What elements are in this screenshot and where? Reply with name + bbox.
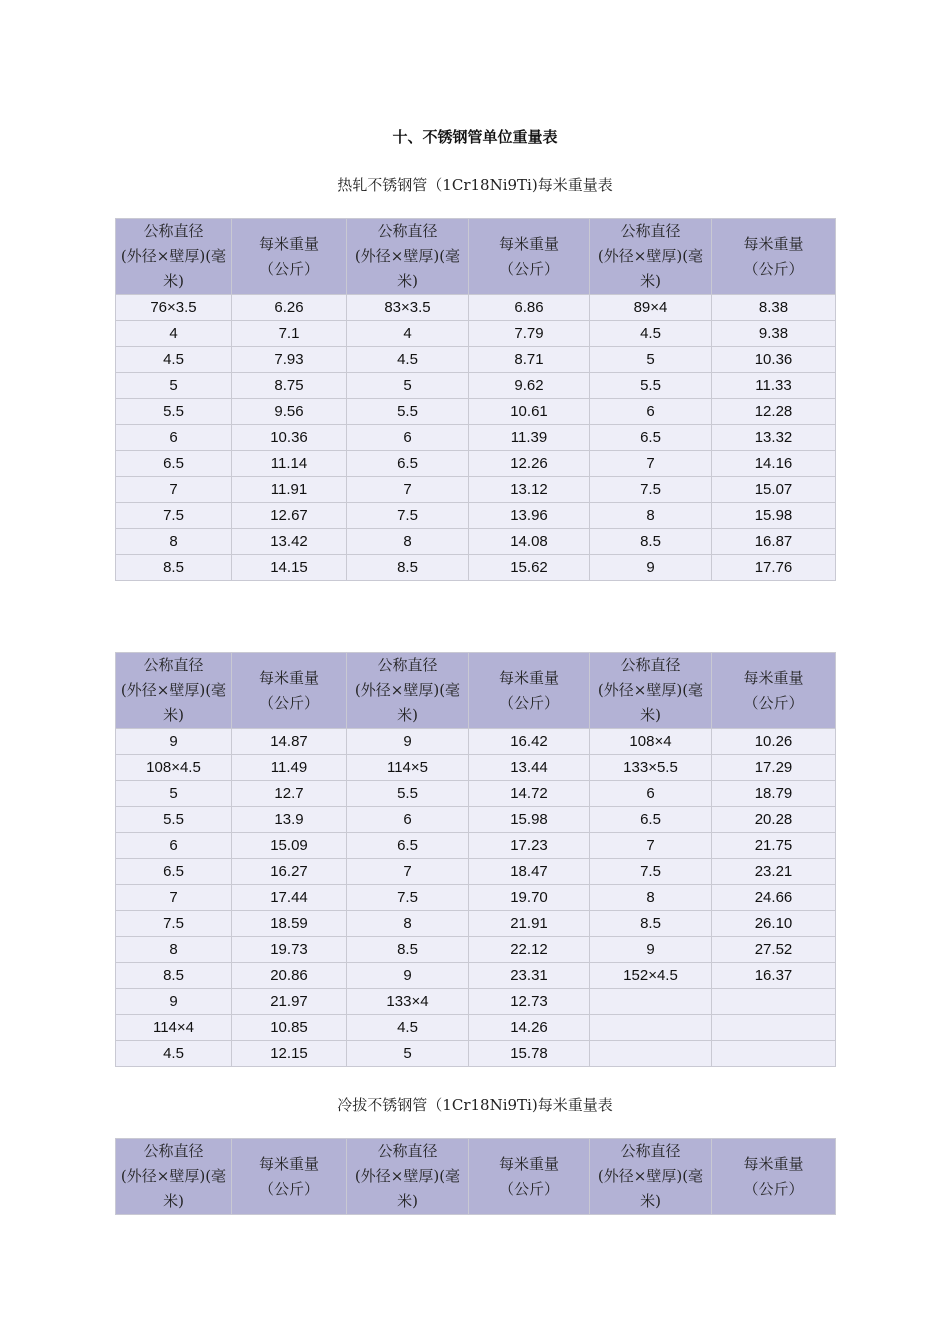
- cell-weight: 10.26: [712, 729, 836, 755]
- cell-weight: 17.76: [712, 555, 836, 581]
- header-text: 米): [163, 272, 184, 290]
- header-weight-per-meter: [232, 1139, 347, 1215]
- cell-weight: 13.44: [469, 755, 590, 781]
- table-row: [116, 503, 836, 529]
- cell-diameter: 9: [347, 963, 469, 989]
- header-text: 米): [397, 706, 418, 724]
- cell-weight: 12.67: [232, 503, 347, 529]
- cell-diameter: 9: [347, 729, 469, 755]
- cell-diameter: 83×3.5: [347, 295, 469, 321]
- cell-weight: 13.32: [712, 425, 836, 451]
- header-text: 公称直径: [620, 222, 681, 240]
- header-nominal-diameter: [116, 219, 232, 295]
- header-nominal-diameter: [590, 653, 712, 729]
- header-text: （公斤）: [498, 259, 559, 278]
- cell-diameter: 133×5.5: [590, 755, 712, 781]
- cell-weight: 16.87: [712, 529, 836, 555]
- header-nominal-diameter: [590, 1139, 712, 1215]
- header-nominal-diameter: [347, 1139, 469, 1215]
- page-title: 十、不锈钢管单位重量表: [392, 129, 558, 146]
- header-nominal-diameter: [590, 219, 712, 295]
- table-header-row: [116, 1139, 836, 1215]
- cell-diameter: 7.5: [590, 477, 712, 503]
- cell-weight: 11.33: [712, 373, 836, 399]
- cell-diameter: 8.5: [590, 911, 712, 937]
- cell-weight: 8.71: [469, 347, 590, 373]
- cell-diameter: 5.5: [347, 399, 469, 425]
- cell-weight: [712, 989, 836, 1015]
- table-row: [116, 729, 836, 755]
- header-text: （公斤）: [498, 693, 559, 712]
- cell-diameter: 108×4: [590, 729, 712, 755]
- table-row: [116, 989, 836, 1015]
- cell-weight: 24.66: [712, 885, 836, 911]
- table-row: [116, 295, 836, 321]
- cell-diameter: 7.5: [347, 503, 469, 529]
- cell-weight: 15.98: [469, 807, 590, 833]
- cell-diameter: 6.5: [347, 833, 469, 859]
- header-text: （公斤）: [258, 693, 319, 712]
- cell-weight: 12.15: [232, 1041, 347, 1067]
- cell-weight: 27.52: [712, 937, 836, 963]
- cell-weight: 10.85: [232, 1015, 347, 1041]
- cell-weight: 21.91: [469, 911, 590, 937]
- cell-diameter: 133×4: [347, 989, 469, 1015]
- weight-table-hot-rolled-part1: [115, 218, 836, 581]
- cell-diameter: 8.5: [347, 937, 469, 963]
- header-text: 每米重量: [743, 668, 804, 687]
- cell-diameter: 7.5: [590, 859, 712, 885]
- cell-weight: 12.26: [469, 451, 590, 477]
- cell-weight: 12.28: [712, 399, 836, 425]
- cell-weight: 21.75: [712, 833, 836, 859]
- table-row: [116, 807, 836, 833]
- cell-weight: 15.98: [712, 503, 836, 529]
- header-text: 每米重量: [498, 234, 559, 253]
- cell-diameter: 5.5: [347, 781, 469, 807]
- cell-diameter: 5: [116, 373, 232, 399]
- table-row: [116, 885, 836, 911]
- cell-diameter: 5: [116, 781, 232, 807]
- table-row: [116, 555, 836, 581]
- cell-diameter: 5: [347, 1041, 469, 1067]
- cell-diameter: 8.5: [590, 529, 712, 555]
- table-row: [116, 859, 836, 885]
- cell-diameter: 6: [116, 425, 232, 451]
- cell-weight: 15.09: [232, 833, 347, 859]
- cell-weight: 10.36: [232, 425, 347, 451]
- cell-weight: 14.87: [232, 729, 347, 755]
- table-row: [116, 1041, 836, 1067]
- cell-diameter: 8.5: [116, 555, 232, 581]
- cell-diameter: 5: [590, 347, 712, 373]
- cell-weight: 11.14: [232, 451, 347, 477]
- cell-weight: [712, 1015, 836, 1041]
- cell-diameter: 9: [116, 729, 232, 755]
- cell-diameter: 6.5: [116, 859, 232, 885]
- header-text: 米): [163, 706, 184, 724]
- cell-diameter: 8: [116, 529, 232, 555]
- cell-weight: 18.47: [469, 859, 590, 885]
- cell-diameter: 5.5: [116, 399, 232, 425]
- cell-weight: 7.79: [469, 321, 590, 347]
- cell-diameter: 4: [347, 321, 469, 347]
- cell-weight: 16.27: [232, 859, 347, 885]
- table-row: [116, 833, 836, 859]
- table-row: [116, 451, 836, 477]
- cell-weight: 14.16: [712, 451, 836, 477]
- table-row: [116, 373, 836, 399]
- cell-weight: 18.59: [232, 911, 347, 937]
- table-row: [116, 347, 836, 373]
- cell-diameter: 152×4.5: [590, 963, 712, 989]
- header-text: 每米重量: [258, 1154, 319, 1173]
- header-text: 每米重量: [498, 668, 559, 687]
- header-weight-per-meter: [712, 653, 836, 729]
- cell-weight: 6.86: [469, 295, 590, 321]
- cell-diameter: [590, 1041, 712, 1067]
- cell-diameter: 9: [590, 937, 712, 963]
- header-text: (外径×壁厚)(毫: [597, 247, 704, 265]
- cell-diameter: 6.5: [347, 451, 469, 477]
- header-weight-per-meter: [712, 219, 836, 295]
- cell-diameter: 4.5: [347, 347, 469, 373]
- header-text: 每米重量: [743, 234, 804, 253]
- cell-diameter: 4: [116, 321, 232, 347]
- cell-diameter: 7.5: [347, 885, 469, 911]
- cell-weight: 14.15: [232, 555, 347, 581]
- header-text: 米): [397, 1192, 418, 1210]
- cell-diameter: 8.5: [347, 555, 469, 581]
- header-text: 每米重量: [743, 1154, 804, 1173]
- cell-weight: 9.56: [232, 399, 347, 425]
- cell-diameter: 8: [347, 529, 469, 555]
- cell-weight: 13.12: [469, 477, 590, 503]
- cell-diameter: 114×4: [116, 1015, 232, 1041]
- cell-weight: 9.38: [712, 321, 836, 347]
- cell-weight: 7.1: [232, 321, 347, 347]
- section-heading-cold-drawn: 冷拔不锈钢管（1Cr18Ni9Ti)每米重量表: [337, 1096, 613, 1114]
- cell-diameter: 89×4: [590, 295, 712, 321]
- cell-weight: 14.26: [469, 1015, 590, 1041]
- cell-weight: 11.91: [232, 477, 347, 503]
- header-text: 米): [397, 272, 418, 290]
- cell-weight: 26.10: [712, 911, 836, 937]
- cell-diameter: 9: [116, 989, 232, 1015]
- cell-weight: 17.29: [712, 755, 836, 781]
- header-text: （公斤）: [743, 1179, 804, 1198]
- header-text: (外径×壁厚)(毫: [120, 247, 227, 265]
- header-text: (外径×壁厚)(毫: [597, 681, 704, 699]
- cell-weight: 12.7: [232, 781, 347, 807]
- cell-weight: 18.79: [712, 781, 836, 807]
- cell-weight: 14.08: [469, 529, 590, 555]
- weight-table-hot-rolled-part2: [115, 652, 836, 1067]
- cell-weight: 9.62: [469, 373, 590, 399]
- cell-weight: 10.36: [712, 347, 836, 373]
- cell-diameter: 4.5: [347, 1015, 469, 1041]
- header-text: 每米重量: [498, 1154, 559, 1173]
- header-nominal-diameter: [116, 1139, 232, 1215]
- cell-diameter: 7: [347, 859, 469, 885]
- table-row: [116, 781, 836, 807]
- header-text: 公称直径: [377, 222, 438, 240]
- cell-diameter: 114×5: [347, 755, 469, 781]
- header-text: （公斤）: [743, 693, 804, 712]
- cell-weight: 13.96: [469, 503, 590, 529]
- cell-weight: 20.86: [232, 963, 347, 989]
- table-row: [116, 399, 836, 425]
- cell-weight: 15.78: [469, 1041, 590, 1067]
- cell-diameter: 8.5: [116, 963, 232, 989]
- header-text: (外径×壁厚)(毫: [354, 247, 461, 265]
- cell-weight: 17.44: [232, 885, 347, 911]
- table-row: [116, 755, 836, 781]
- cell-diameter: 7.5: [116, 911, 232, 937]
- cell-weight: 22.12: [469, 937, 590, 963]
- weight-table-cold-drawn: [115, 1138, 836, 1215]
- cell-weight: 23.21: [712, 859, 836, 885]
- header-text: 每米重量: [258, 234, 319, 253]
- header-nominal-diameter: [347, 219, 469, 295]
- table-row: [116, 321, 836, 347]
- section-heading-hot-rolled: 热轧不锈钢管（1Cr18Ni9Ti)每米重量表: [337, 176, 613, 194]
- table-row: [116, 1015, 836, 1041]
- cell-diameter: 6: [590, 399, 712, 425]
- cell-diameter: 7: [590, 833, 712, 859]
- cell-weight: 11.49: [232, 755, 347, 781]
- cell-diameter: 4.5: [116, 347, 232, 373]
- cell-diameter: 6: [347, 807, 469, 833]
- cell-weight: 8.38: [712, 295, 836, 321]
- cell-diameter: [590, 1015, 712, 1041]
- cell-weight: 11.39: [469, 425, 590, 451]
- cell-diameter: 7: [116, 477, 232, 503]
- table-body: [116, 295, 836, 581]
- cell-diameter: 7.5: [116, 503, 232, 529]
- header-text: 公称直径: [620, 656, 681, 674]
- cell-diameter: 6.5: [590, 807, 712, 833]
- cell-weight: 17.23: [469, 833, 590, 859]
- cell-diameter: 5.5: [590, 373, 712, 399]
- cell-diameter: 108×4.5: [116, 755, 232, 781]
- cell-diameter: 6: [590, 781, 712, 807]
- header-weight-per-meter: [469, 219, 590, 295]
- cell-weight: 23.31: [469, 963, 590, 989]
- table-row: [116, 963, 836, 989]
- cell-diameter: 4.5: [590, 321, 712, 347]
- header-nominal-diameter: [347, 653, 469, 729]
- table-body: [116, 729, 836, 1067]
- header-text: 米): [640, 1192, 661, 1210]
- cell-diameter: 7: [116, 885, 232, 911]
- header-text: (外径×壁厚)(毫: [354, 1167, 461, 1185]
- cell-weight: 6.26: [232, 295, 347, 321]
- cell-diameter: 6: [347, 425, 469, 451]
- header-text: (外径×壁厚)(毫: [597, 1167, 704, 1185]
- cell-diameter: 6: [116, 833, 232, 859]
- cell-diameter: 7: [347, 477, 469, 503]
- cell-weight: 13.9: [232, 807, 347, 833]
- table-row: [116, 425, 836, 451]
- cell-weight: 15.07: [712, 477, 836, 503]
- header-text: 米): [163, 1192, 184, 1210]
- header-text: 公称直径: [377, 1142, 438, 1160]
- header-text: 公称直径: [620, 1142, 681, 1160]
- header-weight-per-meter: [469, 1139, 590, 1215]
- header-text: （公斤）: [498, 1179, 559, 1198]
- header-weight-per-meter: [469, 653, 590, 729]
- header-weight-per-meter: [232, 219, 347, 295]
- cell-weight: 8.75: [232, 373, 347, 399]
- header-text: 米): [640, 706, 661, 724]
- cell-weight: 19.70: [469, 885, 590, 911]
- cell-weight: 21.97: [232, 989, 347, 1015]
- header-text: 公称直径: [143, 1142, 204, 1160]
- header-weight-per-meter: [232, 653, 347, 729]
- cell-weight: 7.93: [232, 347, 347, 373]
- header-nominal-diameter: [116, 653, 232, 729]
- cell-weight: 20.28: [712, 807, 836, 833]
- cell-diameter: 5: [347, 373, 469, 399]
- cell-weight: 19.73: [232, 937, 347, 963]
- table-row: [116, 529, 836, 555]
- header-text: 公称直径: [143, 656, 204, 674]
- cell-diameter: 6.5: [590, 425, 712, 451]
- cell-diameter: 8: [590, 503, 712, 529]
- header-text: 公称直径: [377, 656, 438, 674]
- header-text: （公斤）: [743, 259, 804, 278]
- header-text: （公斤）: [258, 1179, 319, 1198]
- cell-diameter: 5.5: [116, 807, 232, 833]
- cell-diameter: 9: [590, 555, 712, 581]
- table-header-row: [116, 653, 836, 729]
- table-row: [116, 911, 836, 937]
- header-text: （公斤）: [258, 259, 319, 278]
- header-text: (外径×壁厚)(毫: [120, 681, 227, 699]
- cell-diameter: 8: [347, 911, 469, 937]
- cell-diameter: [590, 989, 712, 1015]
- cell-diameter: 8: [590, 885, 712, 911]
- header-text: (外径×壁厚)(毫: [354, 681, 461, 699]
- table-row: [116, 937, 836, 963]
- cell-diameter: 76×3.5: [116, 295, 232, 321]
- cell-weight: 16.37: [712, 963, 836, 989]
- header-text: 每米重量: [258, 668, 319, 687]
- cell-diameter: 8: [116, 937, 232, 963]
- cell-weight: 13.42: [232, 529, 347, 555]
- cell-weight: 10.61: [469, 399, 590, 425]
- table-header-row: [116, 219, 836, 295]
- table-row: [116, 477, 836, 503]
- cell-diameter: 7: [590, 451, 712, 477]
- header-text: 公称直径: [143, 222, 204, 240]
- header-text: (外径×壁厚)(毫: [120, 1167, 227, 1185]
- cell-weight: 12.73: [469, 989, 590, 1015]
- cell-weight: 15.62: [469, 555, 590, 581]
- cell-weight: 14.72: [469, 781, 590, 807]
- header-weight-per-meter: [712, 1139, 836, 1215]
- header-text: 米): [640, 272, 661, 290]
- cell-weight: [712, 1041, 836, 1067]
- cell-diameter: 6.5: [116, 451, 232, 477]
- cell-diameter: 4.5: [116, 1041, 232, 1067]
- cell-weight: 16.42: [469, 729, 590, 755]
